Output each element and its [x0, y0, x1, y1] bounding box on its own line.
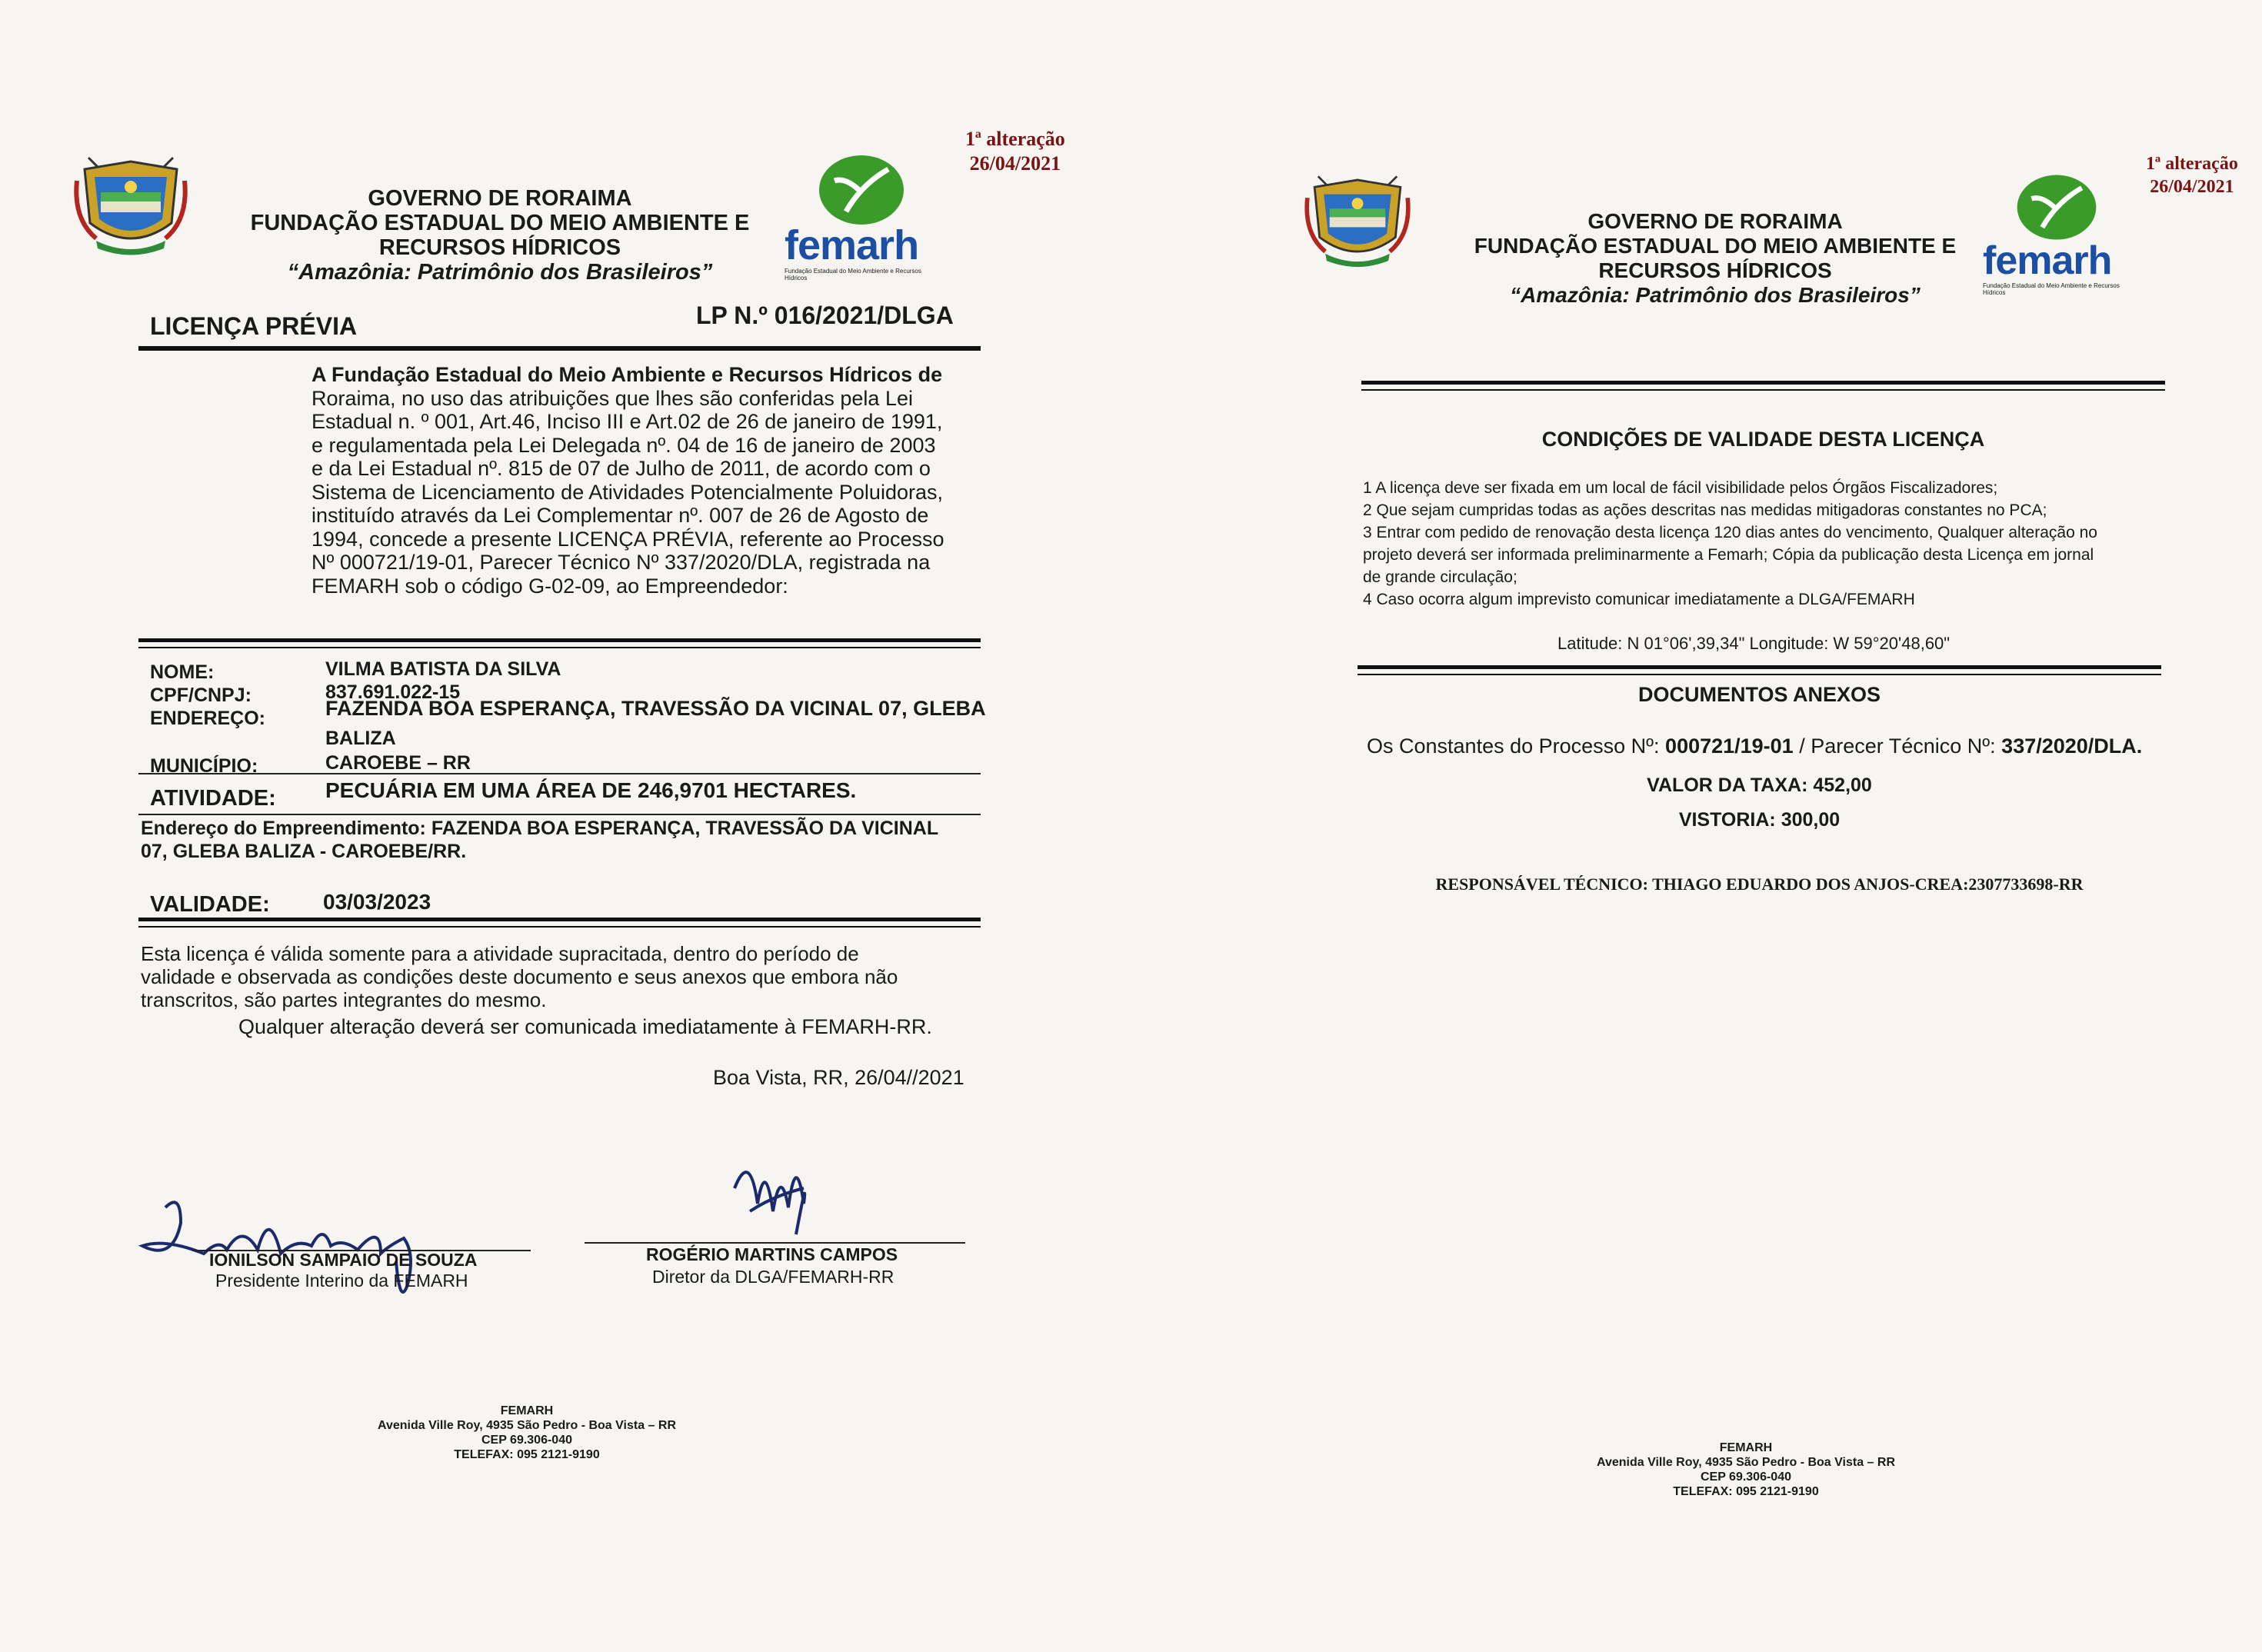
validity-label: VALIDADE: — [150, 892, 270, 917]
femarh-logo — [777, 154, 946, 281]
address-label: ENDEREÇO: — [150, 708, 266, 729]
footer-line: Avenida Ville Roy, 4935 São Pedro - Boa Vista – RR — [378, 1419, 676, 1432]
condition-item: projeto deverá ser informada preliminarmente a Femarh; Cópia da publicação desta Licença em jornal — [1363, 546, 2094, 564]
coat-of-arms-icon — [1304, 169, 1411, 273]
header-resources: RECURSOS HÍDRICOS — [378, 235, 621, 260]
fields-divider-top — [138, 638, 981, 642]
footer-line: Avenida Ville Roy, 4935 São Pedro - Boa Vista – RR — [1597, 1456, 1895, 1469]
intro-line: 1994, concede a presente LICENÇA PRÉVIA, referente ao Processo — [311, 527, 944, 551]
validity-statement-line: validade e observada as condições deste documento e seus anexos que embora não — [141, 965, 898, 988]
president-role: Presidente Interino da FEMARH — [215, 1271, 468, 1291]
address-value-line1: FAZENDA BOA ESPERANÇA, TRAVESSÃO DA VICINAL 07, GLEBA — [325, 697, 986, 720]
annexes-title: DOCUMENTOS ANEXOS — [1637, 683, 1881, 706]
header-divider — [1361, 381, 2165, 385]
director-name: ROGÉRIO MARTINS CAMPOS — [646, 1244, 898, 1264]
condition-item: 3 Entrar com pedido de renovação desta licença 120 dias antes do vencimento, Qualquer alteração no — [1363, 524, 2097, 541]
femarh-logo-subtitle: Fundação Estadual do Meio Ambiente e Recursos Hídricos — [1983, 282, 2120, 296]
fee-value: VALOR DA TAXA: 452,00 — [1647, 774, 1872, 796]
validity-statement-line: Esta licença é válida somente para a atividade supracitada, dentro do período de — [141, 942, 859, 965]
header-foundation: FUNDAÇÃO ESTADUAL DO MEIO AMBIENTE E — [1474, 234, 1957, 258]
enterprise-address-line1: Endereço do Empreendimento: FAZENDA BOA ESPERANÇA, TRAVESSÃO DA VICINAL — [141, 818, 939, 839]
enterprise-address-line2: 07, GLEBA BALIZA - CAROEBE/RR. — [141, 841, 467, 862]
footer-line: TELEFAX: 095 2121-9190 — [1673, 1485, 1819, 1498]
header-government: GOVERNO DE RORAIMA — [368, 186, 632, 211]
intro-line: instituído através da Lei Complementar nº. 007 de 26 de Agosto de — [311, 504, 929, 527]
validity-statement-line: transcritos, são partes integrantes do mesmo. — [141, 988, 547, 1011]
signature-director-icon — [719, 1142, 827, 1250]
document-type: LICENÇA PRÉVIA — [150, 312, 358, 340]
activity-divider — [138, 814, 981, 815]
cpf-value: 837.691.022-15 — [325, 681, 461, 703]
annexes-parecer-number: 337/2020/DLA. — [2001, 734, 2143, 758]
name-label: NOME: — [150, 661, 215, 683]
signature-line-director — [585, 1242, 965, 1244]
intro-line: e regulamentada pela Lei Delegada nº. 04 de 16 de janeiro de 2003 — [311, 433, 936, 457]
agency-header — [1446, 209, 1984, 308]
municipality-label: MUNICÍPIO: — [150, 755, 258, 777]
validity-divider — [138, 918, 981, 921]
page-footer — [1546, 1441, 1946, 1499]
alteration-date: 26/04/2021 — [969, 152, 1061, 175]
annexes-parecer-label: / Parecer Técnico Nº: — [1793, 734, 2002, 758]
coordinates: Latitude: N 01°06',39,34" Longitude: W 59°20'48,60" — [1557, 634, 1951, 653]
cpf-label: CPF/CNPJ: — [150, 684, 252, 706]
intro-line: FEMARH sob o código G-02-09, ao Empreendedor: — [311, 574, 788, 598]
leaf-logo-icon — [2014, 173, 2100, 242]
alteration-stamp — [2146, 152, 2238, 198]
license-intro-text — [311, 363, 988, 598]
leaf-logo-icon — [815, 154, 908, 227]
alteration-notice: Qualquer alteração deverá ser comunicada imediatamente à FEMARH-RR. — [238, 1015, 932, 1038]
coat-of-arms-icon — [73, 150, 188, 261]
condition-item: de grande circulação; — [1363, 568, 1517, 586]
header-tagline: “Amazônia: Patrimônio dos Brasileiros” — [287, 260, 713, 285]
header-resources: RECURSOS HÍDRICOS — [1598, 258, 1832, 282]
alteration-label: 1ª alteração — [965, 128, 1065, 150]
address-value-line2: BALIZA — [325, 728, 396, 749]
condition-item: 2 Que sejam cumpridas todas as ações descritas nas medidas mitigadoras constantes no PCA; — [1363, 501, 2047, 519]
intro-line: Roraima, no uso das atribuições que lhes são conferidas pela Lei — [311, 386, 913, 410]
femarh-logo-text: femarh — [1983, 238, 2112, 283]
annexes-reference — [1367, 734, 2142, 758]
alteration-date: 26/04/2021 — [2150, 177, 2234, 197]
condition-item: 4 Caso ocorra algum imprevisto comunicar imediatamente a DLGA/FEMARH — [1363, 591, 1915, 608]
annexes-prefix: Os Constantes do Processo Nº: — [1367, 734, 1666, 758]
license-page-right — [1131, 0, 2262, 1652]
header-government: GOVERNO DE RORAIMA — [1587, 209, 1843, 233]
president-name: IONILSON SAMPAIO DE SOUZA — [209, 1250, 478, 1270]
name-value: VILMA BATISTA DA SILVA — [325, 658, 561, 680]
condition-item: 1 A licença deve ser fixada em um local de fácil visibilidade pelos Órgãos Fiscalizadores; — [1363, 479, 1998, 497]
agency-header — [231, 186, 769, 285]
municipality-divider — [138, 773, 981, 774]
document-number: LP N.º 016/2021/DLGA — [696, 301, 954, 329]
director-role: Diretor da DLGA/FEMARH-RR — [652, 1267, 894, 1287]
intro-line: A Fundação Estadual do Meio Ambiente e Recursos Hídricos de — [311, 363, 943, 386]
femarh-logo-text: femarh — [785, 222, 919, 268]
place-and-date: Boa Vista, RR, 26/04//2021 — [713, 1066, 964, 1089]
footer-line: CEP 69.306-040 — [481, 1434, 572, 1447]
enterprise-address — [141, 817, 938, 863]
alteration-label: 1ª alteração — [2146, 154, 2238, 174]
alteration-stamp — [965, 127, 1065, 176]
activity-label: ATIVIDADE: — [150, 786, 276, 811]
footer-line: CEP 69.306-040 — [1700, 1470, 1791, 1484]
intro-line: e da Lei Estadual nº. 815 de 07 de Julho de 2011, de acordo com o — [311, 457, 931, 480]
header-divider — [138, 346, 981, 351]
footer-line: FEMARH — [1719, 1441, 1773, 1454]
intro-line: Estadual n. º 001, Art.46, Inciso III e Art.02 de 26 de janeiro de 1991, — [311, 410, 943, 433]
femarh-logo — [1977, 173, 2138, 296]
conditions-title: CONDIÇÕES DE VALIDADE DESTA LICENÇA — [1541, 428, 1985, 451]
femarh-logo-subtitle: Fundação Estadual do Meio Ambiente e Recursos Hídricos — [785, 268, 921, 281]
inspection-value: VISTORIA: 300,00 — [1678, 809, 1841, 831]
validity-statement — [141, 942, 987, 1011]
header-foundation: FUNDAÇÃO ESTADUAL DO MEIO AMBIENTE E — [250, 211, 750, 235]
header-tagline: “Amazônia: Patrimônio dos Brasileiros” — [1510, 283, 1921, 307]
footer-line: TELEFAX: 095 2121-9190 — [454, 1448, 600, 1461]
intro-line: Nº 000721/19-01, Parecer Técnico Nº 337/2020/DLA, registrada na — [311, 551, 931, 574]
intro-line: Sistema de Licenciamento de Atividades Potencialmente Poluidoras, — [311, 480, 943, 504]
annexes-process-number: 000721/19-01 — [1665, 734, 1794, 758]
footer-line: FEMARH — [500, 1404, 554, 1417]
validity-date: 03/03/2023 — [323, 890, 431, 914]
municipality-value: CAROEBE – RR — [325, 752, 471, 774]
activity-value: PECUÁRIA EM UMA ÁREA DE 246,9701 HECTARES. — [325, 778, 857, 802]
technician: RESPONSÁVEL TÉCNICO: THIAGO EDUARDO DOS ANJOS-CREA:2307733698-RR — [1435, 874, 2084, 894]
page-footer — [323, 1404, 731, 1462]
conditions-list — [1363, 477, 2178, 611]
annexes-divider — [1358, 665, 2161, 669]
